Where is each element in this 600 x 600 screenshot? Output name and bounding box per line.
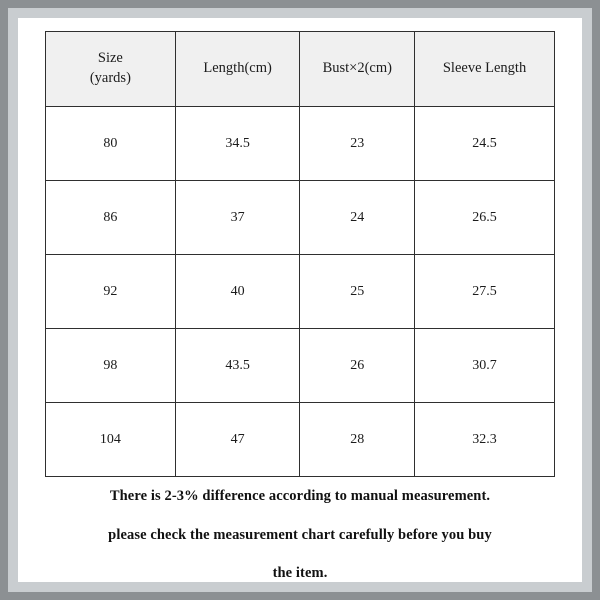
table-body — [46, 107, 555, 477]
chart-content — [31, 31, 569, 581]
column-header-size-label: Size — [97, 50, 123, 67]
cell-size: 98 — [46, 329, 176, 403]
cell-sleeve: 26.5 — [415, 181, 555, 255]
cell-bust: 24 — [300, 181, 415, 255]
table-header — [46, 32, 555, 107]
note-line-2: please check the measurement chart carefully before you buy — [108, 526, 492, 543]
cell-size: 80 — [46, 107, 176, 181]
table-header-row — [46, 32, 555, 107]
cell-bust: 28 — [300, 403, 415, 477]
cell-length: 34.5 — [175, 107, 300, 181]
cell-sleeve: 30.7 — [415, 329, 555, 403]
table-row — [46, 403, 555, 477]
note-line-3: the item. — [272, 565, 328, 581]
measurement-notes — [45, 477, 555, 581]
cell-bust: 23 — [300, 107, 415, 181]
cell-size: 86 — [46, 181, 176, 255]
cell-length: 43.5 — [175, 329, 300, 403]
table-row — [46, 107, 555, 181]
cell-length: 47 — [175, 403, 300, 477]
cell-length: 37 — [175, 181, 300, 255]
cell-size: 104 — [46, 403, 176, 477]
table-row — [46, 255, 555, 329]
note-line-1: There is 2-3% difference according to manual measurement. — [109, 488, 491, 504]
table-row — [46, 181, 555, 255]
column-header-bust: Bust×2(cm) — [300, 32, 415, 107]
table-row — [46, 329, 555, 403]
cell-length: 40 — [175, 255, 300, 329]
cell-bust: 26 — [300, 329, 415, 403]
column-header-size-unit: (yards) — [89, 70, 131, 86]
cell-sleeve: 32.3 — [415, 403, 555, 477]
cell-size: 92 — [46, 255, 176, 329]
cell-sleeve: 27.5 — [415, 255, 555, 329]
cell-bust: 25 — [300, 255, 415, 329]
size-chart-table — [45, 31, 555, 477]
column-header-sleeve-length: Sleeve Length — [415, 32, 555, 107]
column-header-size — [46, 32, 176, 107]
column-header-length: Length(cm) — [175, 32, 300, 107]
cell-sleeve: 24.5 — [415, 107, 555, 181]
